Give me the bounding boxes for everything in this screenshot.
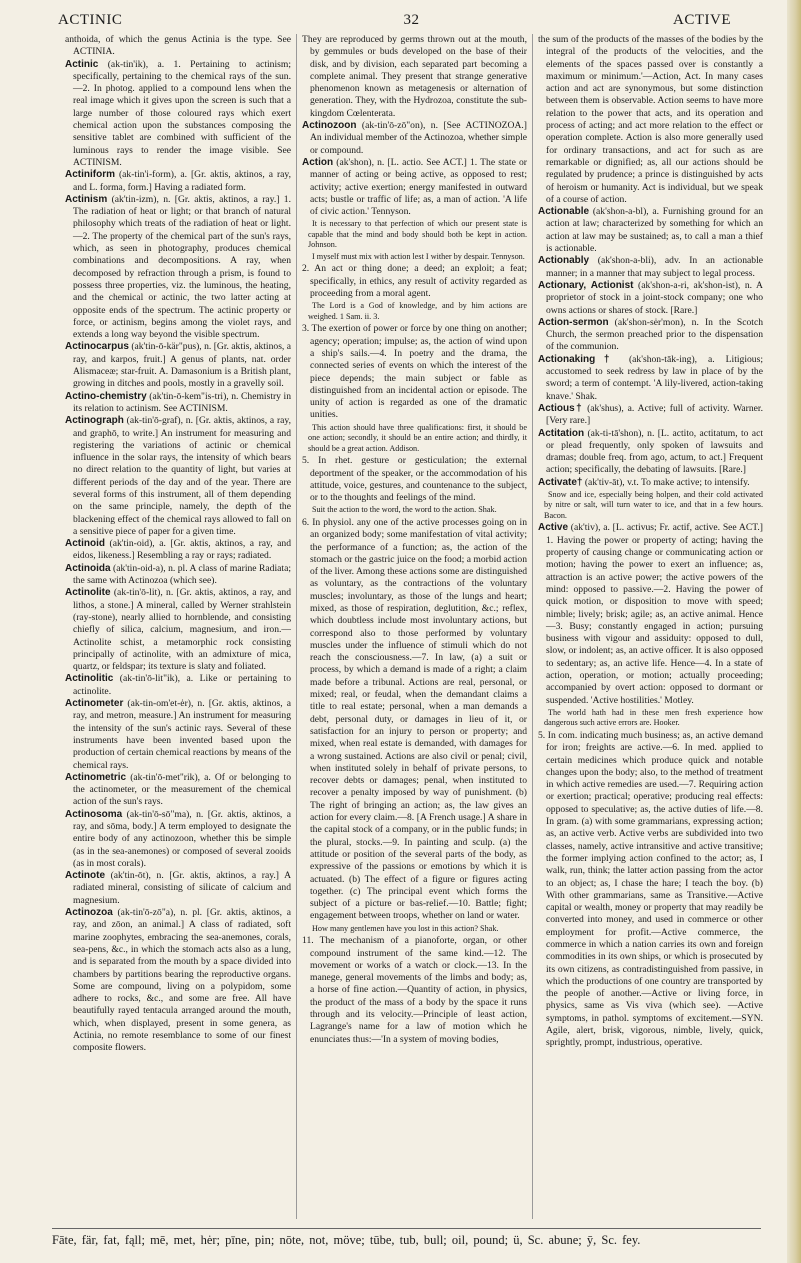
headword: Action-sermon xyxy=(538,316,609,328)
page-edge xyxy=(787,0,801,1263)
running-header xyxy=(52,12,771,34)
headword: Actionable xyxy=(538,206,590,218)
headword: Action xyxy=(302,156,334,168)
entry-continuation xyxy=(302,34,527,120)
dictionary-entry xyxy=(65,698,291,772)
definition-text: (ak-tin'ō-graf), n. [Gr. aktis, aktinos, a ray, and graphō, to write.] An instrument for measuring and registering the variations of actinic or chemical influence in the solar rays, the intensity of which bears no direct relation to the quantity of light, but varies at different periods of the day and of the year. There are several forms of this instrument, all of them depending on the same principle, namely, the depth of the blackening effect of the chemical rays allowed to fall on a sensitive piece of paper for a given time. xyxy=(73,415,291,537)
dictionary-entry xyxy=(65,391,291,416)
dictionary-entry xyxy=(65,870,291,907)
dictionary-entry xyxy=(65,809,291,870)
dictionary-entry xyxy=(65,194,291,342)
headword: Actinoida xyxy=(65,562,111,574)
definition-text: (ak'tin-ōt), n. [Gr. aktis, aktinos, a ray.] A radiated mineral, consisting of silicate of calcium and magnesium. xyxy=(73,870,291,906)
definition-text: (ak'tin-oid-a), n. pl. A class of marine Radiata; the same with Actinozoa (which see). xyxy=(73,562,291,587)
definition-text: They are reproduced by germs thrown out at the mouth, by gemmules or buds developed on the base of their disk, and by division, each separated part becoming a complete animal. They present that strange generative phenomenon known as metagenesis or alternation of generation. They, with the Hydrozoa, constitute the sub-kingdom Cœlenterata. xyxy=(302,34,527,119)
dictionary-entry xyxy=(538,522,763,706)
dictionary-entry xyxy=(65,772,291,809)
headword: Actinometric xyxy=(65,771,127,783)
definition-text: (ak'tin-izm), n. [Gr. aktis, aktinos, a ray.] 1. The radiation of heat or light; or that branch of natural philosophy which treats of the radiation of heat or light.—2. The property of the chemical part of the sun's rays, which, as seen in photography, produces chemical combinations and decompositions. A ray, when decomposed by refraction through a prism, is found to possess three properties, viz. the luminous, the heating, and the chemical or actinic, the two latter acting at opposite ends of the spectrum. The actinic property or force, or actinism, begins among the violet rays, and extends a long way beyond the visible spectrum. xyxy=(73,193,291,341)
definition-text: (ak'tin-ō-kem"is-tri), n. Chemistry in its relation to actinism. See ACTINISM. xyxy=(73,390,291,414)
definition-text: 5. In rhet. gesture or gesticulation; the external deportment of the speaker, or the accommodation of his attitude, voice, gestures, and countenance to the subject, or to the thoughts and feelings of the mind. xyxy=(302,455,527,504)
dictionary-entry xyxy=(65,415,291,538)
definition-text: 2. An act or thing done; a deed; an exploit; a feat; specifically, in ethics, any result of activity regarded as proceeding from a moral agent. xyxy=(302,263,527,300)
dictionary-entry xyxy=(65,587,291,673)
definition-text: (ak'tiv-āt), v.t. To make active; to intensify. xyxy=(582,476,750,488)
dictionary-entry xyxy=(302,935,527,1046)
headword: Actinocarpus xyxy=(65,341,129,353)
quotation: I myself must mix with action lest I wither by despair. Tennyson. xyxy=(312,251,525,261)
headword: Actinolite xyxy=(65,587,111,599)
dictionary-entry xyxy=(538,403,763,428)
headword: Actionary, Actionist xyxy=(538,279,634,291)
dictionary-entry xyxy=(538,317,763,354)
entry-continuation xyxy=(65,34,291,59)
dictionary-entry xyxy=(65,538,291,563)
dictionary-entry xyxy=(538,428,763,477)
headword: Actino-chemistry xyxy=(65,390,147,402)
headword: Actionably xyxy=(538,255,590,267)
headword: Actinote xyxy=(65,870,105,882)
dictionary-entry xyxy=(302,263,527,300)
quotation: It is necessary to that perfection of which our present state is capable that the mind and body should both be kept in action. Johnson. xyxy=(308,219,527,250)
quotation: The Lord is a God of knowledge, and by him actions are weighed. 1 Sam. ii. 3. xyxy=(308,301,527,321)
definition-text: (ak'shon-tāk-ing), a. Litigious; accustomed to seek redress by law in place of by the sword; a term of contempt. 'A lily-livered, action-taking knave.' Shak. xyxy=(546,353,763,402)
dictionary-entry xyxy=(65,563,291,588)
definition-text: (ak'shon-a-bl), a. Furnishing ground for an action at law; characterized by something for which an action at law may be sustained; as, to call a man a thief is actionable. xyxy=(546,206,763,255)
definition-text: (ak'shon-sėr'mon), n. In the Scotch Church, the sermon preached prior to the dispensation of the communion. xyxy=(546,316,763,353)
headword: Actinometer xyxy=(65,698,124,710)
definition-text: (ak-tin'ō-lit), n. [Gr. aktis, aktinos, a ray, and lithos, a stone.] A mineral, called by Werner strahlstein (ray-stone), nearly allied to hornblende, and consisting chiefly of silica, calcium, magnesium, and iron.—Actinolite schist, a metamorphic rock consisting principally of actinolite, with an admixture of mica, quartz, or feldspar; its texture is slaty and foliated. xyxy=(73,587,291,673)
dictionary-entry xyxy=(65,341,291,390)
definition-text: (ak'tiv), a. [L. activus; Fr. actif, active. See ACT.] 1. Having the power or property of acting; having the property of causing change or communicating action or motion; having the power to exert an influence; as, attraction is an active power; the active powers of the mind: opposed to passive.—2. Having the power of quick motion, or disposition to move with speed; nimble; lively; brisk; agile; as, an active animal. Hence—3. Busy; constantly engaged in action; pursuing business with vigour and assiduity: opposed to dull, slow, or indolent; as, an active officer. It is also opposed to sedentary; as, an active life. Hence—4. In a state of action, operation, or motion; actually proceeding; accompanied by overt action: opposed to dormant or suspended. 'Active hostilities.' Motley. xyxy=(546,522,763,706)
page-number: 32 xyxy=(403,12,420,28)
headword: Actinism xyxy=(65,193,108,205)
quotation: How many gentlemen have you lost in this action? Shak. xyxy=(312,923,499,933)
header-left-guide-word: ACTINIC xyxy=(58,12,123,28)
dictionary-entry xyxy=(302,323,527,421)
definition-text: (ak'tin-ō-kär"pus), n. [Gr. aktis, aktinos, a ray, and karpos, fruit.] A genus of plants, nat. order Alismaceæ; star-fruit. A. Damasonium is a British plant, growing in ditches and pools, mostly in a gravelly soil. xyxy=(73,341,291,390)
dictionary-entry xyxy=(65,59,291,170)
dictionary-entry xyxy=(538,206,763,255)
text-columns xyxy=(60,34,770,1219)
quotation: Suit the action to the word, the word to the action. Shak. xyxy=(312,505,497,515)
definition-text: the sum of the products of the masses of the bodies by the integral of the products of the velocities, and the elements of the spaces passed over is constantly a maximum or minimum.'—Action, Act. In many cases action and act are synonymous, but some distinction between them is observable. Action seems to have more relation to the power that acts, and its operation and process of acting; and act more relation to the effect or operation complete. Action is also more generally used for ordinary transactions, and act for such as are remarkable or dignified; as, all our actions should be regulated by prudence; a prince is distinguished by acts of heroism or humanity. Act is individual, but we speak of a course of action. xyxy=(538,34,763,205)
definition-text: (ak-tin'ō-zō"on), n. [See ACTINOZOA.] An individual member of the Actinozoa, whether simple or compound. xyxy=(310,120,527,156)
definition-text: (ak'shus), a. Active; full of activity. Warner. [Very rare.] xyxy=(546,402,763,427)
definition-text: 5. In com. indicating much business; as, an active demand for iron; freights are active.—6. In med. applied to certain medicines which produce quick and notable changes upon the body; also, to the method of treatment in which active remedies are used.—7. Requiring action or exertion; practical; operative; producing real effects: opposed to speculative; as, the active duties of life.—8. In gram. (a) with some grammarians, expressing action; as, an active verb. Active verbs are subdivided into two classes, namely, active intransitive and active transitive; the former implying action confined to the actor; as, I walk, run, think; the latter action passing from the actor to an object; as, I chase the hare; I teach the boy. (b) With other grammarians, same as Transitive.—Active capital or wealth, money or property that may readily be converted into money, and used in commerce or other employment for profit.—Active commerce, the commerce in which a nation carries its own and foreign commodities in its own ships, or which is prosecuted by its own citizens, as contradistinguished from passive, in which the productions of one country are transported by the people of another.—Active or living force, in physics, same as Vis viva (which see). —Active symptoms, in pathol. symptoms of excitement.—SYN. Agile, alert, brisk, vigorous, nimble, lively, quick, sprightly, prompt, industrious, operative. xyxy=(538,729,763,1049)
dictionary-entry xyxy=(538,280,763,317)
headword: Activate† xyxy=(538,476,583,488)
headword: Actinoid xyxy=(65,538,105,550)
header-right-guide-word: ACTIVE xyxy=(673,12,731,28)
definition-text: (ak-ti-tā'shon), n. [L. actito, actitatum, to act or plead frequently, only spoken of lawsuits and dramas; double freq. from ago, actum, to act.] Frequent action; specifically, the debating of lawsuits. [Rare.] xyxy=(546,427,763,476)
headword: Actinolitic xyxy=(65,673,114,685)
column-3 xyxy=(532,34,768,1219)
headword: Actinosoma xyxy=(65,808,123,820)
headword: Actitation xyxy=(538,427,585,439)
dictionary-entry xyxy=(538,354,763,403)
dictionary-entry xyxy=(302,120,527,157)
definition-text: (ak'shon), n. [L. actio. See ACT.] 1. The state or manner of acting or being active, as opposed to rest; activity; active exertion; energy manifested in outward acts; bustle or traffic of life; as, a man of action. 'A life of civic action.' Tennyson. xyxy=(310,156,527,218)
definition-text: 3. The exertion of power or force by one thing on another; agency; operation; impulse; as, the action of wind upon a ship's sails.—4. In poetry and the drama, the connected series of events on which the interest of the piece depends; the main subject or fable as distinguished from an incidental action or episode. The unity of action is regarded as one of the dramatic unities. xyxy=(302,323,527,421)
headword: Actious† xyxy=(538,402,584,414)
definition-text: (ak-tin'i-form), a. [Gr. aktis, aktinos, a ray, and L. forma, form.] Having a radiated form. xyxy=(73,169,291,193)
headword: Actinozoon xyxy=(302,120,357,132)
headword: Actiniform xyxy=(65,169,115,181)
pronunciation-key-footer: Fāte, fär, fat, fąll; mē, met, hėr; pīne, pin; nōte, not, möve; tūbe, tub, bull; oil, pound; ü, Sc. abune; ȳ, Sc. fey. xyxy=(52,1228,761,1248)
dictionary-entry xyxy=(538,730,763,1050)
definition-text: (ak'tin-oid), a. [Gr. aktis, aktinos, a ray, and eidos, likeness.] Resembling a ray or rays; radiated. xyxy=(73,538,291,562)
definition-text: anthoida, of which the genus Actinia is the type. See ACTINIA. xyxy=(65,34,291,58)
dictionary-entry xyxy=(302,517,527,923)
headword: Active xyxy=(538,522,569,534)
dictionary-entry xyxy=(302,455,527,504)
definition-text: (ak-tin-om'et-ėr), n. [Gr. aktis, aktinos, a ray, and metron, measure.] An instrument for measuring the intensity of the sun's actinic rays. Several of these instruments have been invented based upon the production of certain chemical reactions by means of the chemical rays. xyxy=(73,698,291,771)
dictionary-entry xyxy=(538,255,763,280)
dictionary-entry xyxy=(65,169,291,194)
headword: Actionaking† xyxy=(538,353,618,365)
headword: Actinograph xyxy=(65,415,124,427)
dictionary-entry xyxy=(302,157,527,218)
definition-text: (ak-tin'ō-met"rik), a. Of or belonging to the actinometer, or the measurement of the chemical action of the sun's rays. xyxy=(73,771,291,808)
quotation: Snow and ice, especially being holpen, and their cold activated by nitre or salt, will turn water to ice, and that in a few hours. Bacon. xyxy=(544,489,763,520)
column-2 xyxy=(296,34,532,1219)
column-1 xyxy=(60,34,296,1219)
dictionary-entry xyxy=(65,673,291,698)
headword: Actinic xyxy=(65,58,99,70)
headword: Actinozoa xyxy=(65,907,113,919)
definition-text: (ak-tin'ō-lit"ik), a. Like or pertaining to actinolite. xyxy=(73,673,291,697)
dictionary-entry xyxy=(538,477,763,489)
definition-text: (ak-tin'ik), a. 1. Pertaining to actinism; specifically, pertaining to the chemical rays of the sun.—2. In photog. applied to a compound lens when the real image which it gives upon the screen is such that a large number of those coloured rays which exert chemical action upon the substances composing the sensitive tablet are combined with sufficient of the luminous rays to render the image visible. See ACTINISM. xyxy=(73,58,291,168)
dictionary-entry xyxy=(65,907,291,1055)
definition-text: (ak-tin'ō-zō"a), n. pl. [Gr. aktis, aktinos, a ray, and zōon, an animal.] A class of radiated, soft marine zoophytes, embracing the sea-anemones, corals, sea-pens, &c., in which the stomach acts also as a lung, and is separated from the mouth by a space divided into chambers by partitions bearing the reproductive organs. Some are compound, living on a polypidom, some adhere to rocks, &c., and some are free. All have beautifully rayed tentacula arranged around the mouth, which, when displayed, present in some genera, as Actinia, no remote resemblance to some of our finest composite flowers. xyxy=(73,907,291,1054)
quotation: The world hath had in these men fresh experience how dangerous such active errors are. Hooker. xyxy=(544,707,763,728)
definition-text: 11. The mechanism of a pianoforte, organ, or other compound instrument of the same kind.—12. The movement or works of a watch or clock.—13. In the manege, general movements of the limbs and body; as, a horse of fine action.—Quantity of action, in physics, the product of the mass of a body by the space it runs through and its velocity.—Principle of least action, Lagrange's name for a law of motion which he enunciates thus:—'In a system of moving bodies, xyxy=(302,935,527,1045)
definition-text: (ak-tin'ō-sō"ma), n. [Gr. aktis, aktinos, a ray, and sōma, body.] A term employed to designate the entire body of any actinozoon, whether this be simple (as in the sea-anemones) or composed of several zooids (as in most corals). xyxy=(73,808,291,869)
definition-text: 6. In physiol. any one of the active processes going on in an organized body; some manifestation of vital activity; the performance of a function; as, the action of the stomach or the gastric juice on the food; a morbid action of the liver. Among these actions some are distinguished as voluntary, as the contractions of the voluntary muscles; involuntary, as those of the lungs and heart; mixed, as those of respiration, deglutition, &c.; reflex, which doubtless include most involuntary actions, but correspond also to those performed by voluntary muscles under the influence of stimuli which do not reach the consciousness.—7. In law, (a) a suit or process, by which a demand is made of a right; a claim made before a tribunal. Actions are real, personal, or mixed; real, or feudal, when the demandant claims a title to real estate; personal, when a man demands a debt, personal duty, or damages in lieu of it, or satisfaction for an injury to person or property; and mixed, when real estate is demanded, with damages for a wrong sustained. Actions are also civil or penal; civil, when instituted solely in behalf of private persons, to recover debts or damages; penal, when instituted to recover a penalty imposed by way of punishment. (b) The right of bringing an action; as, the law gives an action for every claim.—8. [A French usage.] A share in the capital stock of a company, or in the public funds; in the plural, stocks.—9. In painting and sculp. (a) the attitude or position of the several parts of the body, as expressive of the passions or emotions by which it is actuated. (b) The effect of a figure or figures acting together. (c) The principal event which forms the subject of a picture or bas-relief.—10. Battle; fight; engagement between troops, whether on land or water. xyxy=(302,516,527,922)
entry-continuation xyxy=(538,34,763,206)
quotation: This action should have three qualifications: first, it should be one action; secondly, it should be an entire action; and thirdly, it should be a great action. Addison. xyxy=(308,422,527,453)
definition-text: (ak'shon-a-bli), adv. In an actionable manner; in a manner that may subject to legal process. xyxy=(546,255,763,279)
definition-text: (ak'shon-a-ri, ak'shon-ist), n. A proprietor of stock in a joint-stock company; one who owns actions or shares of stock. [Rare.] xyxy=(546,279,763,316)
